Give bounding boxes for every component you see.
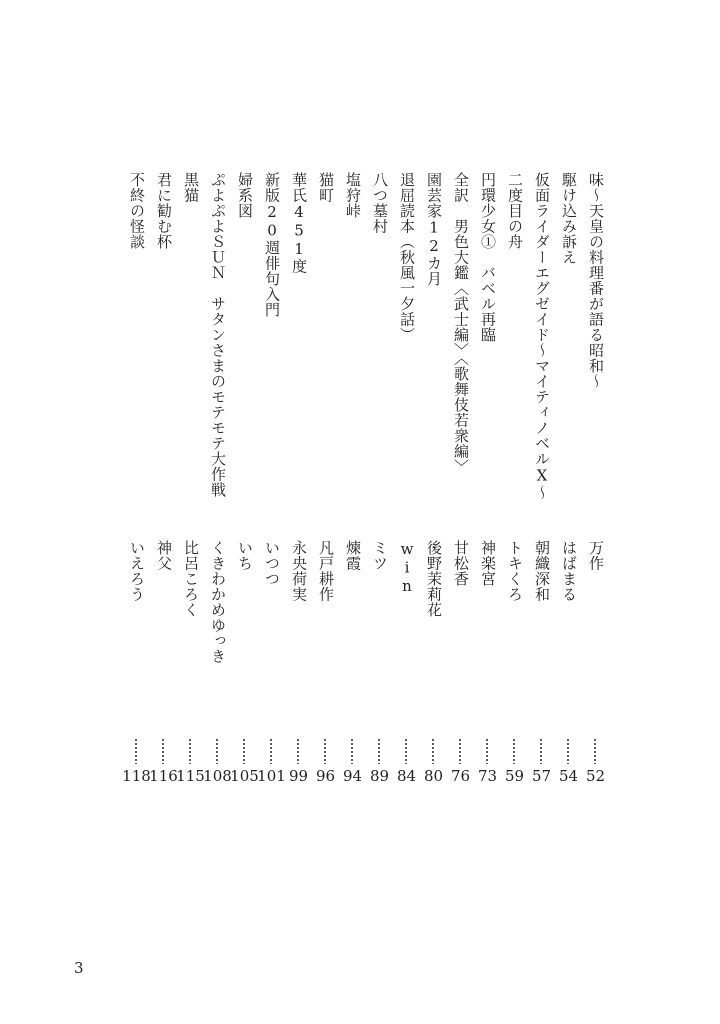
entry-page-number: 108 xyxy=(203,767,232,785)
entry-title: 黒猫 xyxy=(182,172,200,203)
entry-page-number: 52 xyxy=(585,767,606,785)
toc-entry xyxy=(447,0,474,1024)
dot-leader xyxy=(378,738,380,764)
entry-title: 塩狩峠 xyxy=(344,172,362,219)
entry-page-number: 54 xyxy=(558,767,579,785)
entry-page-number: 101 xyxy=(257,767,286,785)
dot-leader xyxy=(162,738,164,764)
entry-title: 全訳 男色大鑑〈武士編〉〈歌舞伎若衆編〉 xyxy=(452,172,470,475)
dot-leader xyxy=(270,738,272,764)
entry-page-number: 76 xyxy=(450,767,471,785)
entry-page-number: 96 xyxy=(315,767,336,785)
entry-author: 煉霞 xyxy=(344,540,362,571)
entry-author: 神楽宮 xyxy=(479,540,497,587)
entry-title: 不終の怪談 xyxy=(128,172,146,250)
dot-leader xyxy=(486,738,488,764)
entry-title: 園芸家12カ月 xyxy=(425,172,443,287)
entry-page-number: 57 xyxy=(531,767,552,785)
toc-entry xyxy=(582,0,609,1024)
dot-leader xyxy=(243,738,245,764)
entry-title: 駆け込み訴え xyxy=(560,172,578,265)
entry-author: 神父 xyxy=(155,540,173,571)
entry-author: 甘松香 xyxy=(452,540,470,587)
entry-author: 後野茉莉花 xyxy=(425,540,443,618)
toc-entry xyxy=(528,0,555,1024)
toc-entry xyxy=(150,0,177,1024)
entry-author: いつつ xyxy=(263,540,281,587)
dot-leader xyxy=(351,738,353,764)
dot-leader xyxy=(216,738,218,764)
toc-entry xyxy=(474,0,501,1024)
entry-page-number: 116 xyxy=(149,767,178,785)
entry-title: 華氏451度 xyxy=(290,172,308,274)
entry-author: 凡戸耕作 xyxy=(317,540,335,602)
dot-leader xyxy=(324,738,326,764)
toc-entry xyxy=(339,0,366,1024)
entry-title: 円環少女① バベル再臨 xyxy=(479,172,497,343)
toc-entry xyxy=(555,0,582,1024)
entry-author: 万作 xyxy=(587,540,605,571)
entry-author: いち xyxy=(236,540,254,571)
toc-entry xyxy=(366,0,393,1024)
entry-page-number: 59 xyxy=(504,767,525,785)
dot-leader xyxy=(135,738,137,764)
entry-title: 二度目の舟 xyxy=(506,172,524,250)
entry-page-number: 94 xyxy=(342,767,363,785)
toc-entry xyxy=(393,0,420,1024)
entry-author: win xyxy=(398,540,416,596)
entry-author: 比呂ころく xyxy=(182,540,200,618)
dot-leader xyxy=(540,738,542,764)
page-number: 3 xyxy=(74,959,84,977)
entry-author: 永央荷実 xyxy=(290,540,308,602)
entry-title: 退屈読本（秋風一夕話） xyxy=(398,172,416,343)
entry-page-number: 99 xyxy=(288,767,309,785)
dot-leader xyxy=(189,738,191,764)
entry-title: 猫町 xyxy=(317,172,335,203)
entry-title: 婦系図 xyxy=(236,172,254,219)
entry-title: ぷよぷよＳＵＮ サタンさまのモテモテ大作戦 xyxy=(209,172,227,498)
entry-author: ミツ xyxy=(371,540,389,571)
toc-entry xyxy=(258,0,285,1024)
entry-author: はばまる xyxy=(560,540,578,602)
entry-page-number: 89 xyxy=(369,767,390,785)
entry-title: 味～天皇の料理番が語る昭和～ xyxy=(587,172,605,389)
entry-title: 君に勧む杯 xyxy=(155,172,173,250)
dot-leader xyxy=(513,738,515,764)
toc-entry xyxy=(312,0,339,1024)
dot-leader xyxy=(459,738,461,764)
entry-author: トキくろ xyxy=(506,540,524,602)
entry-author: 朝織深和 xyxy=(533,540,551,602)
entry-page-number: 105 xyxy=(230,767,259,785)
entry-title: 仮面ライダーエグゼイド～マイティノベルX～ xyxy=(533,172,551,501)
toc-entry xyxy=(420,0,447,1024)
dot-leader xyxy=(405,738,407,764)
entry-page-number: 118 xyxy=(122,767,151,785)
entry-title: 新版20週俳句入門 xyxy=(263,172,281,318)
dot-leader xyxy=(297,738,299,764)
entry-author: いえろう xyxy=(128,540,146,602)
toc-entry xyxy=(123,0,150,1024)
toc-entry xyxy=(285,0,312,1024)
dot-leader xyxy=(594,738,596,764)
toc-entry xyxy=(204,0,231,1024)
dot-leader xyxy=(567,738,569,764)
dot-leader xyxy=(432,738,434,764)
toc-entry xyxy=(231,0,258,1024)
entry-page-number: 84 xyxy=(396,767,417,785)
toc-entry xyxy=(501,0,528,1024)
toc-entry xyxy=(177,0,204,1024)
entry-author: くきわかめゆっき xyxy=(209,540,227,664)
entry-page-number: 115 xyxy=(176,767,205,785)
entry-page-number: 80 xyxy=(423,767,444,785)
entry-page-number: 73 xyxy=(477,767,498,785)
entry-title: 八つ墓村 xyxy=(371,172,389,234)
